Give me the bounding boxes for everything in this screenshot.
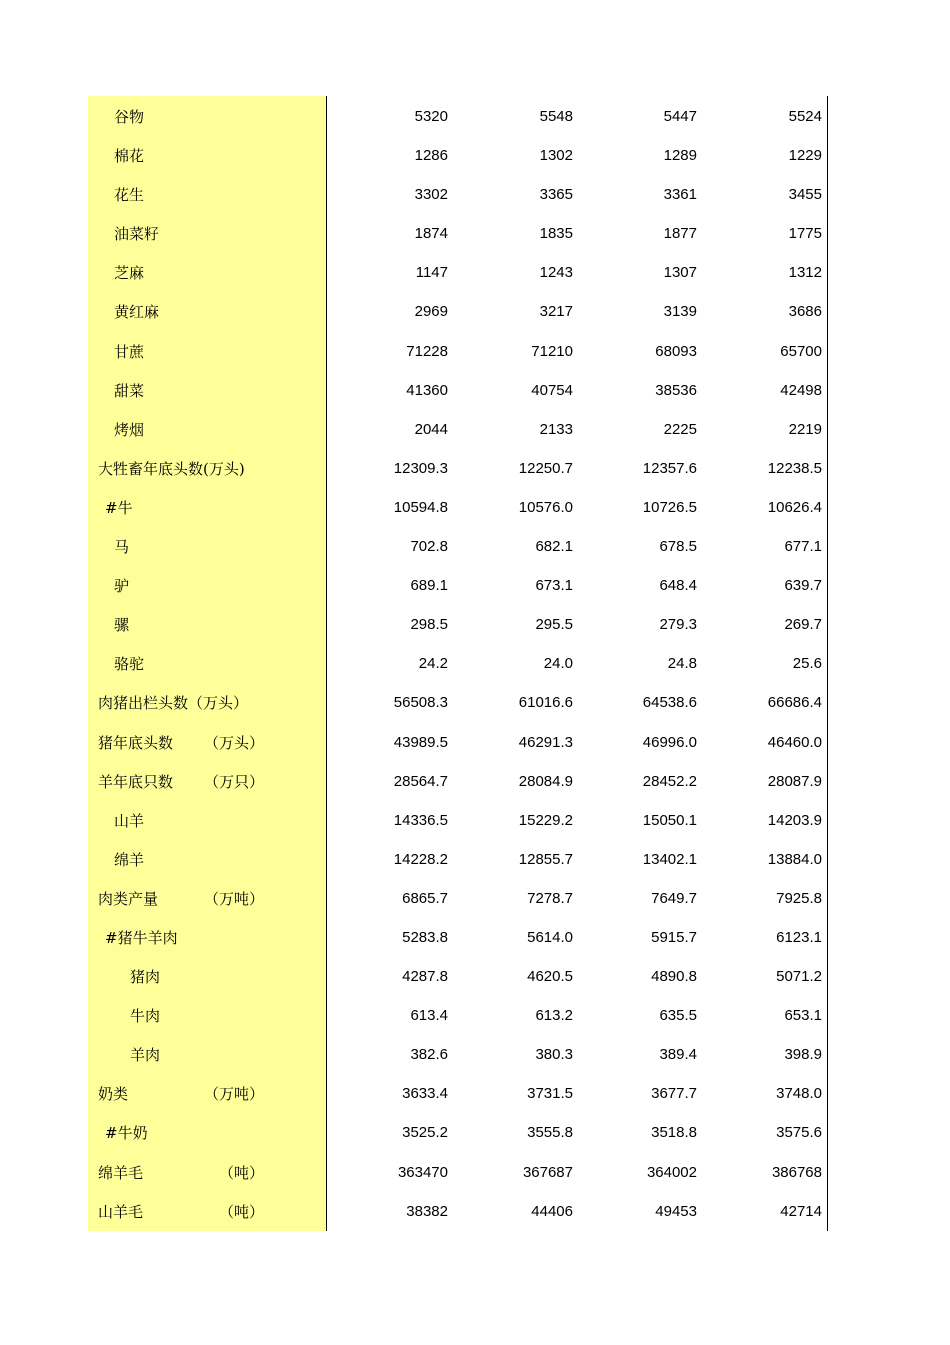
value-cell: 1874 bbox=[414, 225, 448, 243]
table-row bbox=[88, 761, 828, 800]
statistics-table bbox=[88, 96, 828, 1231]
row-label: 骆驼 bbox=[114, 655, 145, 674]
table-row bbox=[88, 409, 828, 448]
table-rows bbox=[88, 96, 828, 1230]
value-cell: 398.9 bbox=[784, 1046, 822, 1064]
table-row bbox=[88, 917, 828, 956]
value-cell: 3555.8 bbox=[527, 1124, 573, 1142]
value-cell: 68093 bbox=[655, 342, 697, 360]
row-unit: （吨） bbox=[219, 1163, 265, 1182]
value-cell: 56508.3 bbox=[393, 694, 448, 712]
value-cell: 2219 bbox=[788, 420, 822, 438]
row-label: 猪肉 bbox=[130, 968, 161, 987]
row-label: 猪年底头数 bbox=[98, 733, 174, 752]
value-cell: 682.1 bbox=[535, 538, 573, 556]
value-cell: 635.5 bbox=[659, 1007, 697, 1025]
table-row bbox=[88, 331, 828, 370]
row-label: 黄红麻 bbox=[114, 303, 160, 322]
value-cell: 1835 bbox=[539, 225, 573, 243]
value-cell: 28084.9 bbox=[518, 772, 573, 790]
value-cell: 6865.7 bbox=[402, 889, 448, 907]
table-row bbox=[88, 1191, 828, 1230]
value-cell: 1312 bbox=[788, 264, 822, 282]
value-cell: 4287.8 bbox=[402, 968, 448, 986]
table-row bbox=[88, 1034, 828, 1073]
row-unit: （万吨） bbox=[204, 889, 265, 908]
table-row bbox=[88, 878, 828, 917]
value-cell: 14228.2 bbox=[393, 850, 448, 868]
value-cell: 12855.7 bbox=[518, 850, 573, 868]
value-cell: 7925.8 bbox=[776, 889, 822, 907]
value-cell: 14336.5 bbox=[393, 811, 448, 829]
value-cell: 363470 bbox=[397, 1163, 448, 1181]
row-unit: （万吨） bbox=[204, 1085, 265, 1104]
value-cell: 71228 bbox=[406, 342, 448, 360]
value-cell: 5524 bbox=[788, 108, 822, 125]
value-cell: 2133 bbox=[539, 420, 573, 438]
table-row bbox=[88, 995, 828, 1034]
value-cell: 1286 bbox=[414, 147, 448, 165]
value-cell: 653.1 bbox=[784, 1007, 822, 1025]
value-cell: 3731.5 bbox=[527, 1085, 573, 1103]
row-label: 山羊毛 bbox=[98, 1202, 144, 1221]
table-row bbox=[88, 487, 828, 526]
value-cell: 1147 bbox=[415, 264, 448, 282]
row-label: 肉猪出栏头数（万头） bbox=[98, 694, 249, 713]
value-cell: 25.6 bbox=[792, 655, 822, 673]
value-cell: 5548 bbox=[539, 108, 573, 125]
value-cell: 1243 bbox=[539, 264, 573, 282]
value-cell: 15229.2 bbox=[518, 811, 573, 829]
row-label: #牛 bbox=[105, 498, 133, 517]
value-cell: 3575.6 bbox=[776, 1124, 822, 1142]
value-cell: 3361 bbox=[663, 186, 697, 204]
value-cell: 1229 bbox=[788, 147, 822, 165]
value-cell: 38382 bbox=[406, 1202, 448, 1220]
value-cell: 1307 bbox=[663, 264, 697, 282]
value-cell: 5071.2 bbox=[776, 968, 822, 986]
row-label: 大牲畜年底头数(万头) bbox=[98, 459, 245, 478]
value-cell: 386768 bbox=[771, 1163, 822, 1181]
value-cell: 677.1 bbox=[784, 538, 822, 556]
value-cell: 5320 bbox=[414, 108, 448, 125]
table-row bbox=[88, 565, 828, 604]
value-cell: 10576.0 bbox=[518, 498, 573, 516]
value-cell: 3365 bbox=[539, 186, 573, 204]
value-cell: 46291.3 bbox=[518, 733, 573, 751]
row-label: 马 bbox=[114, 538, 130, 557]
value-cell: 65700 bbox=[780, 342, 822, 360]
row-label: 羊肉 bbox=[130, 1046, 161, 1065]
row-label: 甘蔗 bbox=[114, 342, 145, 361]
value-cell: 12238.5 bbox=[767, 459, 822, 477]
value-cell: 279.3 bbox=[659, 616, 697, 634]
value-cell: 10594.8 bbox=[393, 498, 448, 516]
row-label: #猪牛羊肉 bbox=[105, 928, 178, 947]
value-cell: 3302 bbox=[414, 186, 448, 204]
value-cell: 1302 bbox=[539, 147, 573, 165]
value-cell: 64538.6 bbox=[642, 694, 697, 712]
value-cell: 382.6 bbox=[410, 1046, 448, 1064]
value-cell: 42498 bbox=[780, 381, 822, 399]
value-cell: 38536 bbox=[655, 381, 697, 399]
value-cell: 44406 bbox=[531, 1202, 573, 1220]
row-label: 绵羊毛 bbox=[98, 1163, 144, 1182]
table-row bbox=[88, 526, 828, 565]
value-cell: 639.7 bbox=[784, 577, 822, 595]
value-cell: 3525.2 bbox=[402, 1124, 448, 1142]
value-cell: 24.8 bbox=[667, 655, 697, 673]
value-cell: 298.5 bbox=[410, 616, 448, 634]
row-label: 油菜籽 bbox=[114, 225, 160, 244]
value-cell: 61016.6 bbox=[518, 694, 573, 712]
table-row bbox=[88, 174, 828, 213]
table-row bbox=[88, 96, 828, 135]
value-cell: 5614.0 bbox=[527, 928, 573, 946]
value-cell: 4890.8 bbox=[651, 968, 697, 986]
value-cell: 678.5 bbox=[659, 538, 697, 556]
table-row bbox=[88, 370, 828, 409]
table-row bbox=[88, 135, 828, 174]
value-cell: 12357.6 bbox=[642, 459, 697, 477]
value-cell: 1775 bbox=[788, 225, 822, 243]
row-unit: （吨） bbox=[219, 1202, 265, 1221]
value-cell: 3677.7 bbox=[651, 1085, 697, 1103]
value-cell: 269.7 bbox=[784, 616, 822, 634]
value-cell: 28564.7 bbox=[393, 772, 448, 790]
value-cell: 14203.9 bbox=[767, 811, 822, 829]
table-row bbox=[88, 800, 828, 839]
table-row bbox=[88, 604, 828, 643]
value-cell: 10626.4 bbox=[767, 498, 822, 516]
table-row bbox=[88, 291, 828, 330]
value-cell: 3686 bbox=[788, 303, 822, 321]
value-cell: 7649.7 bbox=[651, 889, 697, 907]
row-unit: （万只） bbox=[204, 772, 265, 791]
value-cell: 24.0 bbox=[543, 655, 573, 673]
row-label: 芝麻 bbox=[114, 264, 145, 283]
value-cell: 4620.5 bbox=[527, 968, 573, 986]
value-cell: 12309.3 bbox=[393, 459, 448, 477]
row-label: 花生 bbox=[114, 186, 145, 205]
value-cell: 2225 bbox=[663, 420, 697, 438]
value-cell: 49453 bbox=[655, 1202, 697, 1220]
row-label: 奶类 bbox=[98, 1085, 129, 1104]
value-cell: 367687 bbox=[522, 1163, 573, 1181]
row-label: 棉花 bbox=[114, 147, 145, 166]
value-cell: 10726.5 bbox=[642, 498, 697, 516]
value-cell: 380.3 bbox=[535, 1046, 573, 1064]
value-cell: 648.4 bbox=[659, 577, 697, 595]
value-cell: 3139 bbox=[663, 303, 697, 321]
row-label: 羊年底只数 bbox=[98, 772, 174, 791]
table-row bbox=[88, 1112, 828, 1151]
value-cell: 13884.0 bbox=[767, 850, 822, 868]
value-cell: 1289 bbox=[663, 147, 697, 165]
table-row bbox=[88, 682, 828, 721]
table-row bbox=[88, 252, 828, 291]
value-cell: 3748.0 bbox=[776, 1085, 822, 1103]
row-label: 山羊 bbox=[114, 811, 145, 830]
value-cell: 41360 bbox=[406, 381, 448, 399]
value-cell: 2969 bbox=[414, 303, 448, 321]
value-cell: 13402.1 bbox=[642, 850, 697, 868]
table-row bbox=[88, 448, 828, 487]
value-cell: 43989.5 bbox=[393, 733, 448, 751]
row-label: 骡 bbox=[114, 616, 130, 635]
row-label: 驴 bbox=[114, 577, 130, 596]
value-cell: 3633.4 bbox=[402, 1085, 448, 1103]
value-cell: 295.5 bbox=[535, 616, 573, 634]
value-cell: 673.1 bbox=[535, 577, 573, 595]
value-cell: 1877 bbox=[663, 225, 697, 243]
value-cell: 3455 bbox=[788, 186, 822, 204]
value-cell: 5447 bbox=[663, 108, 697, 125]
value-cell: 28452.2 bbox=[642, 772, 697, 790]
row-label: #牛奶 bbox=[105, 1124, 148, 1143]
row-label: 谷物 bbox=[114, 108, 145, 126]
value-cell: 3217 bbox=[539, 303, 573, 321]
value-cell: 46460.0 bbox=[767, 733, 822, 751]
value-cell: 24.2 bbox=[418, 655, 448, 673]
row-label: 牛肉 bbox=[130, 1007, 161, 1026]
value-cell: 2044 bbox=[414, 420, 448, 438]
value-cell: 689.1 bbox=[410, 577, 448, 595]
value-cell: 12250.7 bbox=[518, 459, 573, 477]
value-cell: 389.4 bbox=[659, 1046, 697, 1064]
value-cell: 42714 bbox=[780, 1202, 822, 1220]
row-label: 烤烟 bbox=[114, 420, 145, 439]
table-row bbox=[88, 956, 828, 995]
table-row bbox=[88, 839, 828, 878]
value-cell: 364002 bbox=[646, 1163, 697, 1181]
value-cell: 7278.7 bbox=[527, 889, 573, 907]
row-label: 绵羊 bbox=[114, 850, 145, 869]
row-label: 肉类产量 bbox=[98, 889, 159, 908]
table-row bbox=[88, 213, 828, 252]
value-cell: 46996.0 bbox=[642, 733, 697, 751]
value-cell: 28087.9 bbox=[767, 772, 822, 790]
value-cell: 66686.4 bbox=[767, 694, 822, 712]
value-cell: 702.8 bbox=[410, 538, 448, 556]
row-unit: （万头） bbox=[204, 733, 265, 752]
value-cell: 3518.8 bbox=[651, 1124, 697, 1142]
table-row bbox=[88, 1152, 828, 1191]
table-row bbox=[88, 1073, 828, 1112]
row-label: 甜菜 bbox=[114, 381, 145, 400]
value-cell: 5915.7 bbox=[651, 928, 697, 946]
value-cell: 613.2 bbox=[535, 1007, 573, 1025]
value-cell: 15050.1 bbox=[642, 811, 697, 829]
value-cell: 71210 bbox=[531, 342, 573, 360]
value-cell: 613.4 bbox=[410, 1007, 448, 1025]
value-cell: 5283.8 bbox=[402, 928, 448, 946]
table-row bbox=[88, 643, 828, 682]
table-row bbox=[88, 722, 828, 761]
value-cell: 6123.1 bbox=[776, 928, 822, 946]
value-cell: 40754 bbox=[531, 381, 573, 399]
